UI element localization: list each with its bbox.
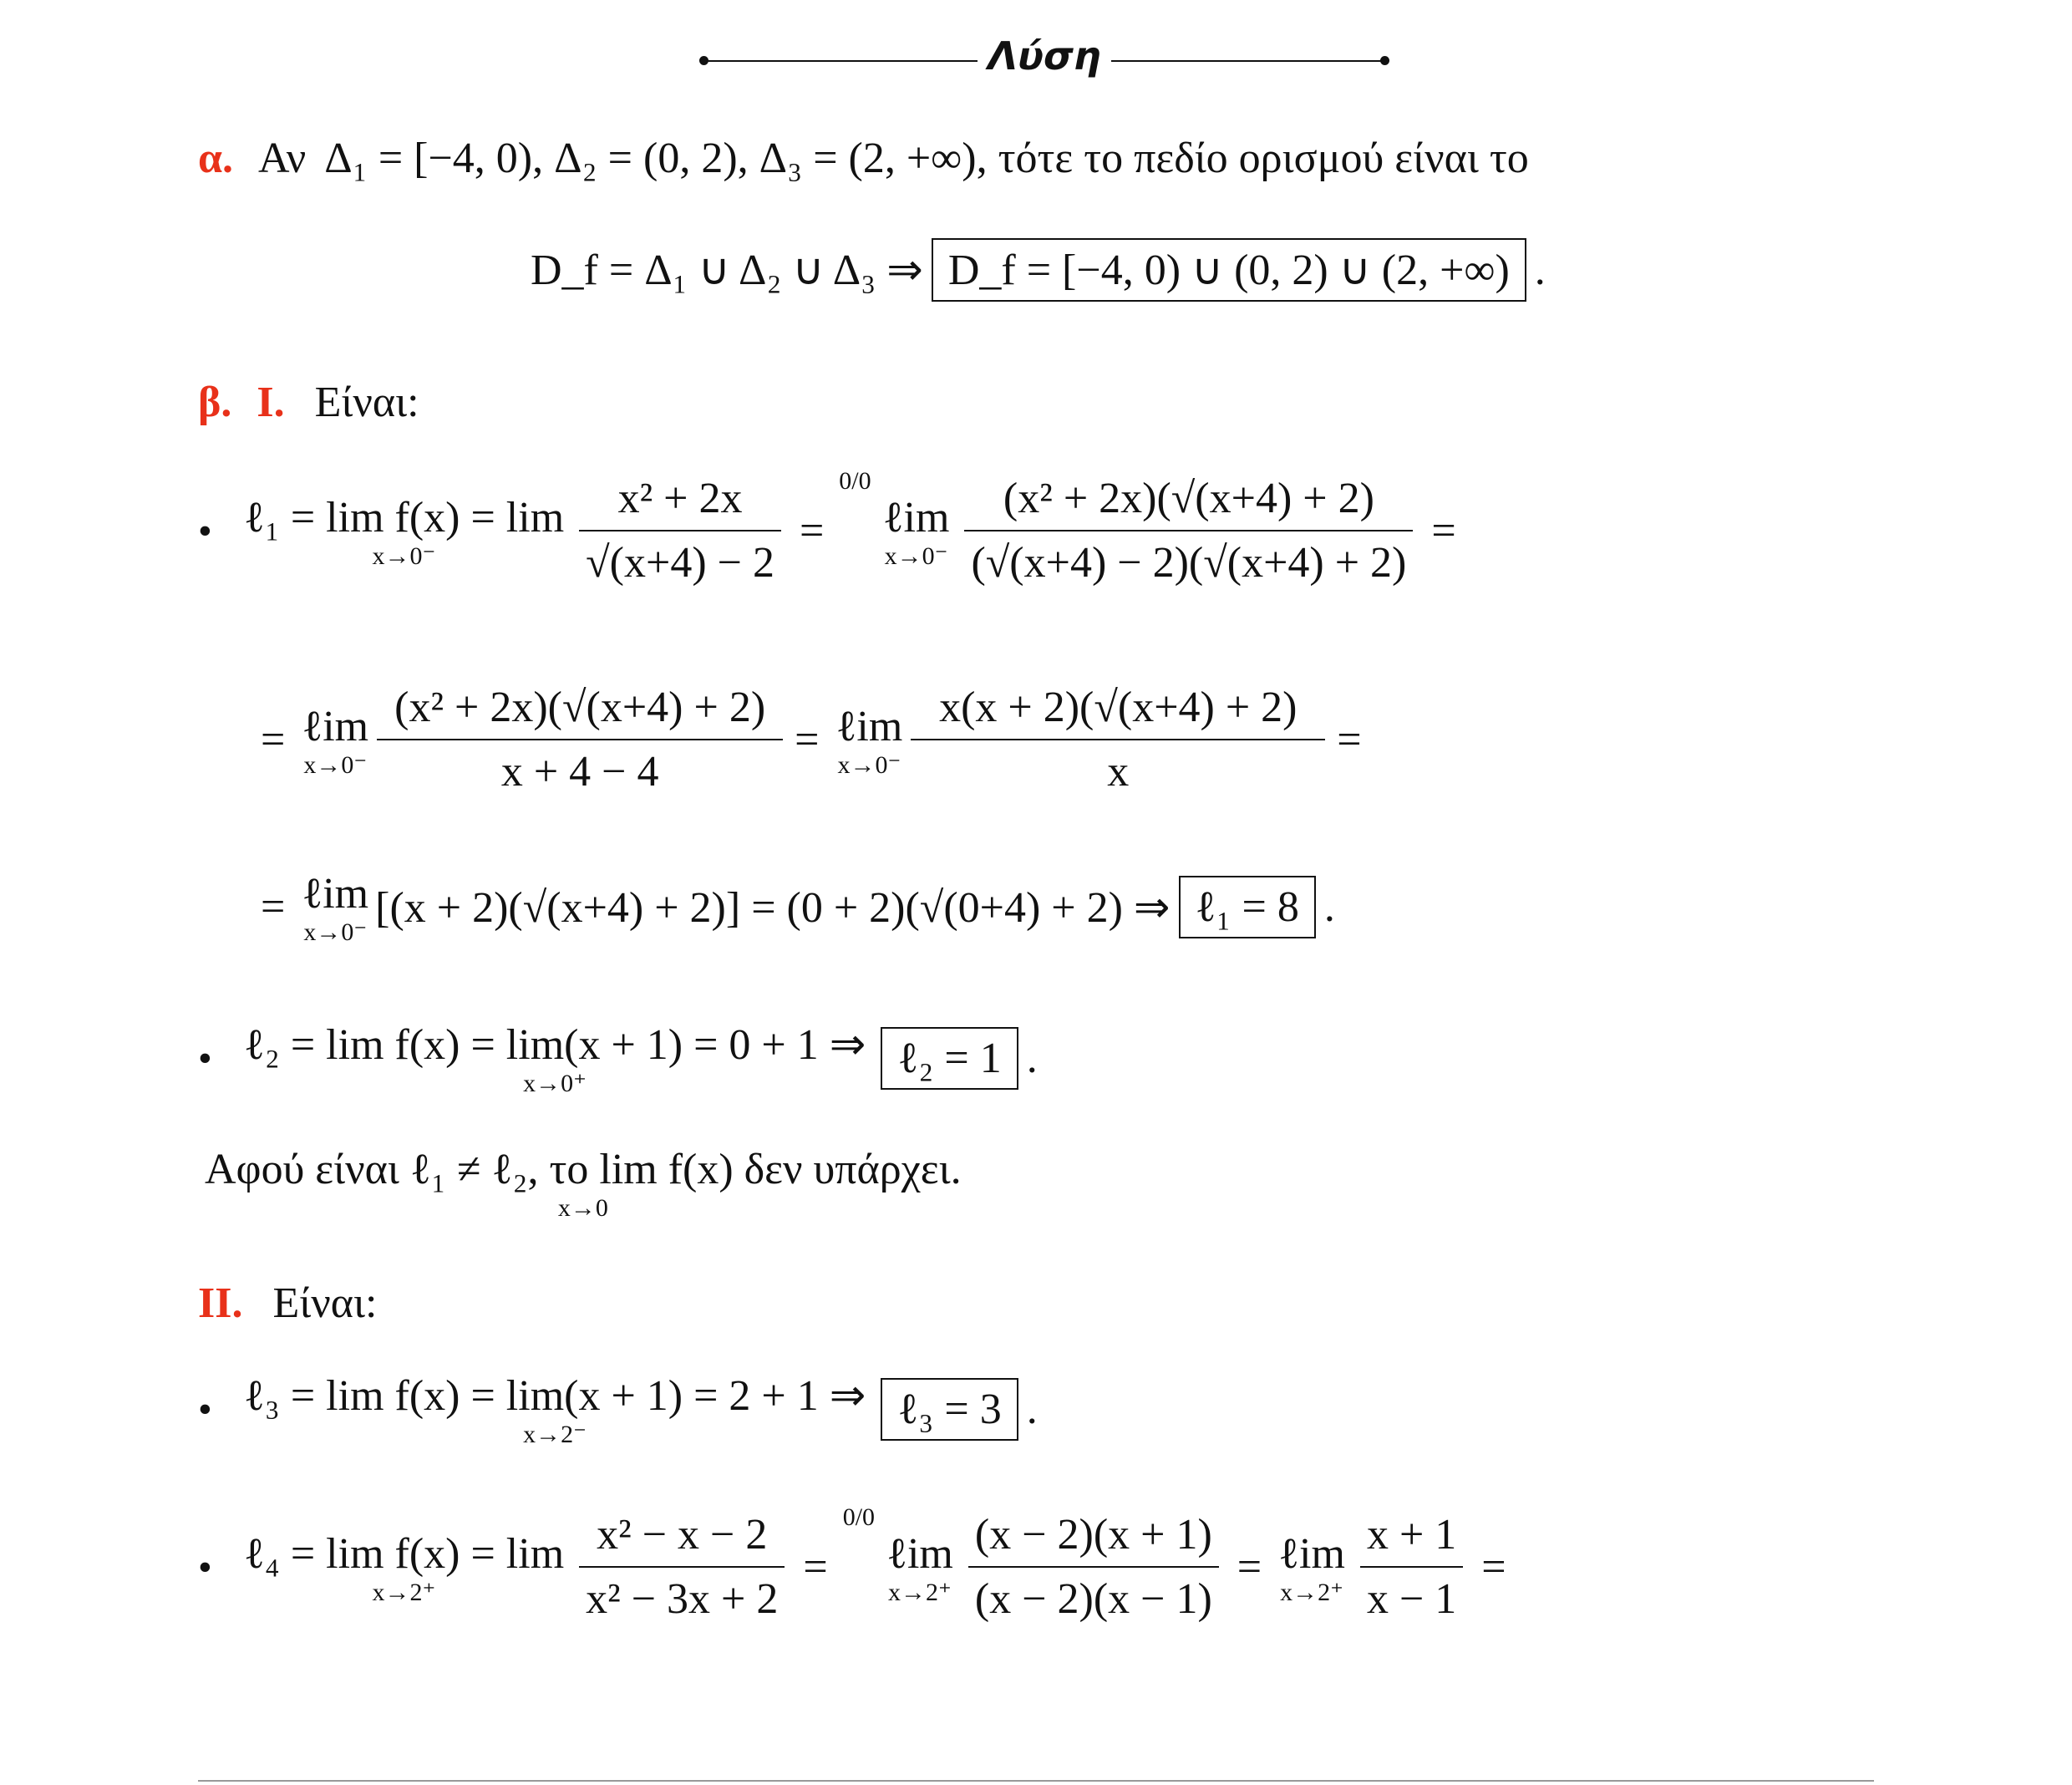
indeterminate-form — [843, 1503, 875, 1531]
lim-subscript: x→0⁻ — [303, 918, 368, 946]
part-a-text-end: τότε το πεδίο ορισμού είναι το — [998, 135, 1529, 182]
indeterminate-label: 0/0 — [839, 466, 871, 495]
fraction-1-num: x² + 2x — [617, 475, 743, 522]
lim-subscript: x→2⁺ — [372, 1578, 436, 1606]
fraction-3-den: x + 4 − 4 — [377, 739, 783, 796]
interval-delta3: Δ₃ = (2, +∞) — [759, 135, 977, 182]
conclusion-text: Αφού είναι ℓ₁ ≠ ℓ₂, το lim f(x) δεν υπάρχει. — [205, 1146, 962, 1193]
fraction-7-num: x + 1 — [1366, 1511, 1457, 1559]
domain-lhs: D_f = Δ₁ ∪ Δ₂ ∪ Δ₃ ⇒ — [531, 247, 923, 294]
l4-lhs: ℓ₄ = lim f(x) = lim — [243, 1529, 565, 1578]
bullet: • — [198, 508, 212, 553]
part-b1-intro: Είναι: — [314, 379, 419, 426]
lim-subscript: x→0⁺ — [523, 1070, 587, 1097]
l3-lim-group — [244, 1371, 866, 1447]
lim-subscript: x→2⁺ — [1280, 1578, 1343, 1606]
domain-boxed: D_f = [−4, 0) ∪ (0, 2) ∪ (2, +∞) — [932, 238, 1526, 302]
title-right-dot — [1380, 56, 1389, 65]
fraction-5-num: x² − x − 2 — [597, 1511, 768, 1559]
lim-operator: ℓim x→0⁻ — [835, 702, 903, 779]
l1-lhs: ℓ₁ = lim f(x) = lim — [243, 493, 565, 542]
part-b2-header — [198, 1279, 377, 1328]
bullet: • — [198, 1035, 212, 1081]
domain-line: D_f = Δ₁ ∪ Δ₂ ∪ Δ₃ ⇒ D_f = [−4, 0) ∪ (0, 2) ∪ (2, +∞) . — [531, 238, 1546, 302]
fraction-2 — [964, 474, 1413, 587]
fraction-1 — [579, 474, 781, 587]
l1-result-box: ℓ₁ = 8 — [1179, 876, 1316, 938]
lim-operator: ℓim x→2⁺ — [886, 1529, 953, 1606]
l1-line3-expr: [(x + 2)(√(x+4) + 2)] = (0 + 2)(√(0+4) + 2) ⇒ — [375, 883, 1171, 932]
lim-subscript: x→0⁻ — [837, 750, 901, 779]
title-left-rule — [703, 60, 978, 62]
interval-delta2: Δ₂ = (0, 2) — [554, 135, 738, 182]
l2-expr: ℓ₂ = lim f(x) = lim(x + 1) = 0 + 1 ⇒ — [243, 1021, 866, 1069]
fraction-3-num: (x² + 2x)(√(x+4) + 2) — [394, 684, 766, 731]
fraction-4 — [917, 683, 1318, 796]
lim-subscript: x→0⁻ — [884, 542, 948, 570]
l4-equation: • ℓ₄ = lim f(x) = lim x→2⁺ $\frac{\text{x² − x − 2}}{\text{x² − 3x + 2}}$ = 0/0 ℓim x→2⁺ $\frac{(x - 2)(x + 1)}{(x - 2)(x - 1)}$ = ℓim x→2⁺ $\frac{x + 1}{x - 1}$ = — [198, 1503, 1506, 1623]
bullet: • — [198, 1544, 212, 1589]
indeterminate-form — [839, 467, 871, 495]
part-a-label: α. — [198, 135, 234, 182]
fraction-6-num: (x − 2)(x + 1) — [974, 1511, 1212, 1559]
lim-subscript: x→2⁺ — [888, 1578, 952, 1606]
fraction-7-den: x − 1 — [1360, 1566, 1463, 1624]
l3-result-box: ℓ₃ = 3 — [881, 1378, 1018, 1441]
lim-operator: ℓim x→0⁻ — [302, 702, 369, 779]
lim-operator: ℓim x→0⁻ — [882, 493, 950, 570]
l1-equation-line3: = ℓim x→0⁻ [(x + 2)(√(x+4) + 2)] = (0 + 2)(√(0+4) + 2) ⇒ ℓ₁ = 8 . — [261, 870, 1335, 946]
page-title: Λύση — [988, 33, 1101, 79]
fraction-1-den: √(x+4) − 2 — [579, 530, 781, 587]
l3-expr: ℓ₃ = lim f(x) = lim(x + 1) = 2 + 1 ⇒ — [243, 1372, 866, 1420]
lim-subscript: x→2⁻ — [523, 1421, 587, 1448]
title-right-rule — [1111, 60, 1385, 62]
part-b2-intro: Είναι: — [272, 1279, 378, 1327]
l2-result-box: ℓ₂ = 1 — [881, 1027, 1018, 1090]
part-b1-roman: I. — [256, 379, 285, 426]
fraction-5-den: x² − 3x + 2 — [579, 1566, 785, 1624]
interval-delta1: Δ₁ = [−4, 0) — [324, 135, 533, 182]
part-b2-roman: II. — [198, 1279, 243, 1327]
part-b1-header — [198, 378, 419, 427]
lim-operator: ℓim x→0⁻ — [302, 870, 369, 946]
conclusion-group — [205, 1145, 962, 1221]
l1-equation-line2: = ℓim x→0⁻ $\frac{\text{(x² + 2x)(√(x+4) + 2)}}{x + 4 - 4}$ = ℓim x→0⁻ $\frac{x(x + 2)(√(x+4) + 2)}{x}$ = — [261, 684, 1362, 796]
fraction-3 — [383, 683, 776, 796]
l1-lim-group — [244, 493, 564, 569]
fraction-5 — [579, 1510, 785, 1624]
fraction-4-den: x — [911, 739, 1325, 796]
fraction-7 — [1360, 1510, 1463, 1624]
part-a-line1: α. Αν Δ₁ = [−4, 0) , Δ₂ = (0, 2) , Δ₃ = (2, +∞) , τότε το πεδίο ορισμού είναι το — [198, 135, 1529, 182]
lim-subscript: x→0⁻ — [303, 750, 368, 779]
fraction-2-num: (x² + 2x)(√(x+4) + 2) — [1003, 475, 1374, 522]
fraction-4-num: x(x + 2)(√(x+4) + 2) — [939, 684, 1298, 731]
part-a-text-start: Αν — [258, 135, 307, 182]
lim-subscript: x→0 — [557, 1194, 608, 1222]
bottom-rule — [198, 1780, 1874, 1782]
l3-equation: • ℓ₃ = lim f(x) = lim(x + 1) = 2 + 1 ⇒ x→2⁻ ℓ₃ = 3 . — [198, 1372, 1038, 1448]
l2-lim-group — [244, 1020, 866, 1096]
fraction-6-den: (x − 2)(x − 1) — [968, 1566, 1219, 1624]
part-b-label: β. — [198, 379, 232, 426]
fraction-2-den: (√(x+4) − 2)(√(x+4) + 2) — [964, 530, 1413, 587]
conclusion-line — [198, 1145, 968, 1221]
bullet: • — [198, 1386, 212, 1432]
lim-subscript: x→0⁻ — [372, 542, 436, 570]
l2-equation: • ℓ₂ = lim f(x) = lim(x + 1) = 0 + 1 ⇒ x→0⁺ ℓ₂ = 1 . — [198, 1021, 1038, 1097]
l4-lim-group — [244, 1529, 564, 1605]
lim-operator: ℓim x→2⁺ — [1278, 1529, 1345, 1606]
indeterminate-label: 0/0 — [842, 1503, 876, 1531]
l1-equation-line1: • ℓ₁ = lim f(x) = lim x→0⁻ $\frac{\text{x² + 2x}}{√(x+4) - 2}$ = 0/0 ℓim x→0⁻ $\frac{\text{(x² + 2x)(√(x+4) + 2)}}{(√(x+4) - 2)(√(x+4) + 2)}$ = — [198, 466, 1456, 587]
fraction-6 — [968, 1510, 1219, 1624]
